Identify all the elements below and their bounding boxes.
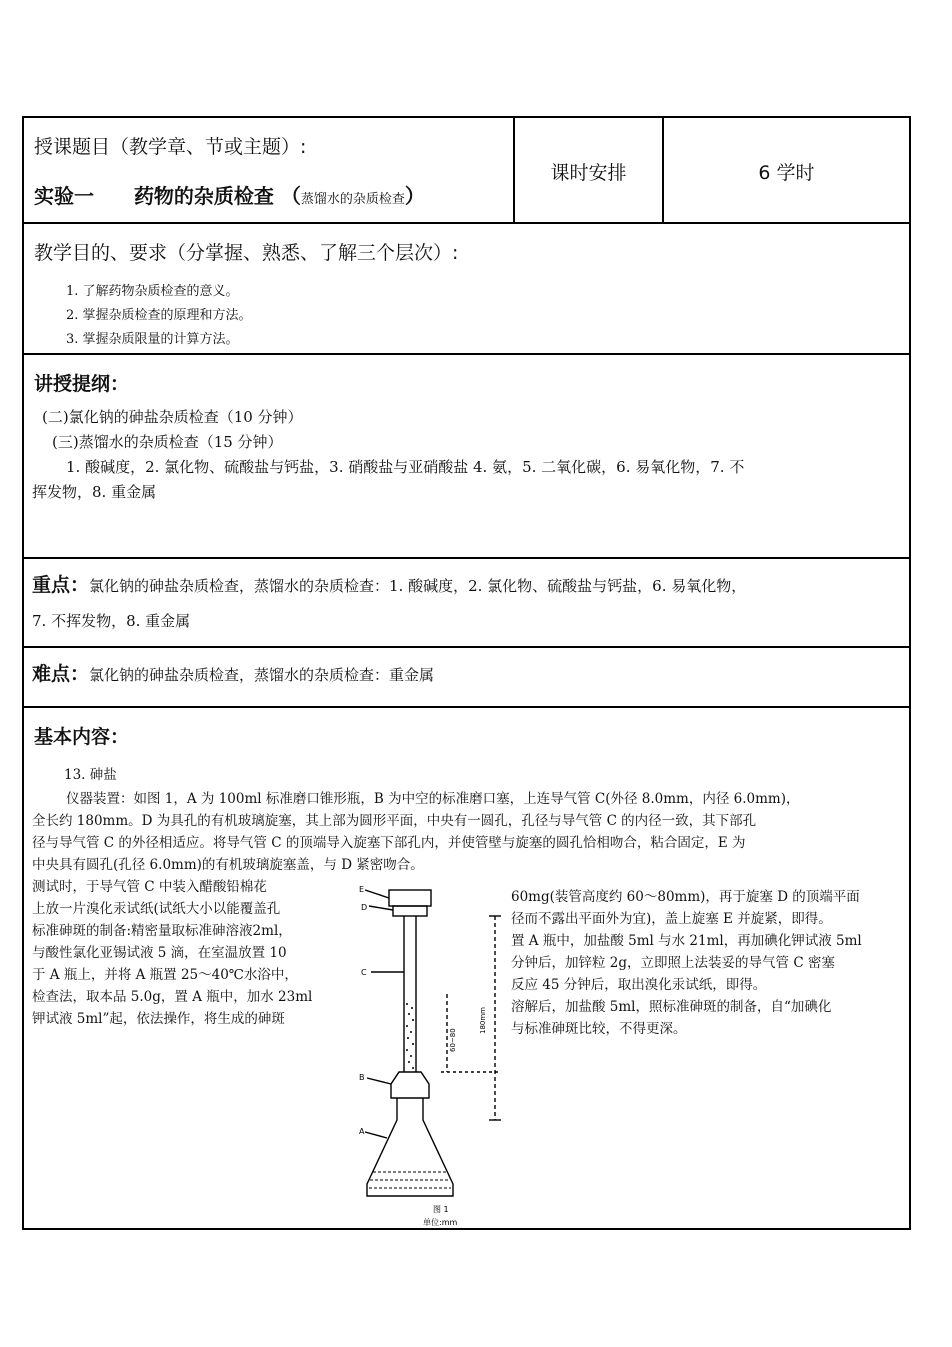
difficulty-text: 氯化钠的砷盐杂质检查，蒸馏水的杂质检查：重金属 bbox=[89, 666, 435, 684]
outline-line: (二)氯化钠的砷盐杂质检查（10 分钟） bbox=[42, 408, 303, 426]
difficulty-title: 难点： bbox=[32, 663, 90, 685]
device-description bbox=[32, 788, 907, 876]
text-line: 测试时，于导气管 C 中装入醋酸铅棉花 bbox=[32, 879, 267, 895]
device-line: 全长约 180mm。D 为具孔的有机玻璃旋塞，其上部为圆形平面，中央有一圆孔，孔径与导气管 C 的内径一致，其下部孔 bbox=[32, 813, 757, 829]
label-e: E bbox=[359, 885, 365, 894]
text-line: 标准砷斑的制备:精密量取标准砷溶液2ml， bbox=[32, 923, 292, 939]
outline-section bbox=[22, 353, 911, 559]
label-d: D bbox=[361, 903, 368, 912]
label-a: A bbox=[359, 1127, 365, 1136]
cap-e bbox=[389, 890, 431, 906]
schedule-label: 课时安排 bbox=[550, 162, 627, 184]
list-item: 1. 了解药物杂质检查的意义。 bbox=[66, 284, 239, 299]
experiment-sub-open: （ bbox=[280, 184, 301, 208]
hours-value: 6 学时 bbox=[758, 162, 815, 184]
hours-cell bbox=[664, 118, 909, 222]
packing-dots bbox=[406, 1003, 414, 1069]
list-item: 3. 掌握杂质限量的计算方法。 bbox=[66, 332, 239, 347]
experiment-title bbox=[34, 180, 425, 209]
label-b: B bbox=[359, 1073, 365, 1082]
key-points-line bbox=[32, 573, 905, 598]
arsenic-apparatus-figure bbox=[359, 884, 509, 1228]
key-points-text: 氯化钠的砷盐杂质检查，蒸馏水的杂质检查：1. 酸碱度，2. 氯化物、硫酸盐与钙盐，6. 易氧化物， bbox=[89, 577, 747, 595]
device-line: 中央具有圆孔(孔径 6.0mm)的有机玻璃旋塞盖，与 D 紧密吻合。 bbox=[32, 857, 424, 873]
key-points-line2: 7. 不挥发物，8. 重金属 bbox=[32, 612, 191, 630]
goals-list bbox=[66, 280, 252, 352]
header-table-row bbox=[22, 116, 911, 224]
outline-line: 挥发物，8. 重金属 bbox=[32, 483, 157, 501]
text-line: 与酸性氯化亚锡试液 5 滴，在室温放置 10 bbox=[32, 945, 287, 961]
text-line: 与标准砷斑比较，不得更深。 bbox=[511, 1021, 687, 1037]
device-line: 仪器装置：如图 1，A 为 100ml 标准磨口锥形瓶，B 为中空的标准磨口塞，上连导气管 C(外径 8.0mm，内径 6.0mm)， bbox=[66, 791, 800, 807]
schedule-label-cell bbox=[515, 118, 664, 222]
text-line: 上放一片溴化汞试纸(试纸大小以能覆盖孔 bbox=[32, 901, 281, 917]
topic-label: 授课题目（教学章、节或主题）: bbox=[34, 136, 307, 158]
difficulty-line bbox=[32, 662, 901, 687]
experiment-number: 实验一 bbox=[34, 184, 94, 208]
experiment-sub-close: ） bbox=[404, 184, 425, 208]
basic-title: 基本内容： bbox=[34, 726, 130, 748]
text-line: 置 A 瓶中，加盐酸 5ml 与水 21ml，再加碘化钾试液 5ml bbox=[511, 933, 862, 949]
stopper-d bbox=[393, 906, 427, 916]
dim-label-180: 180mm bbox=[479, 1007, 487, 1034]
dim-label-60-80: 60~80 bbox=[449, 1028, 457, 1052]
text-line: 钾试液 5ml”起，依法操作，将生成的砷斑 bbox=[32, 1011, 285, 1027]
flask-a bbox=[367, 1098, 453, 1196]
text-line: 径而不露出平面外为宜)，盖上旋塞 E 并旋紧，即得。 bbox=[511, 911, 832, 927]
text-line: 60mg(装管高度约 60～80mm)，再于旋塞 D 的顶端平面 bbox=[511, 889, 860, 905]
outline-title: 讲授提纲： bbox=[34, 373, 130, 395]
experiment-name: 药物的杂质检查 bbox=[133, 184, 274, 208]
text-line: 溶解后，加盐酸 5ml，照标准砷斑的制备，自“加碘化 bbox=[511, 999, 832, 1015]
text-line: 检查法，取本品 5.0g，置 A 瓶中，加水 23ml bbox=[32, 989, 313, 1005]
text-line: 分钟后，加锌粒 2g，立即照上法装妥的导气管 C 密塞 bbox=[511, 955, 835, 971]
figure-unit: 单位:mm bbox=[423, 1218, 458, 1227]
text-line: 反应 45 分钟后，取出溴化汞试纸，即得。 bbox=[511, 977, 767, 993]
flask-liquid bbox=[369, 1172, 451, 1188]
leader-a bbox=[365, 1132, 387, 1138]
outline-line: 1. 酸碱度，2. 氯化物、硫酸盐与钙盐，3. 硝酸盐与亚硝酸盐 4. 氨，5. 二氧化碳，6. 易氧化物，7. 不 bbox=[66, 458, 745, 476]
text-line: 于 A 瓶上，并将 A 瓶置 25～40℃水浴中， bbox=[32, 967, 298, 983]
difficulty-section bbox=[22, 646, 911, 708]
outline-line: (三)蒸馏水的杂质检查（15 分钟） bbox=[52, 433, 283, 451]
goals-title: 教学目的、要求（分掌握、熟悉、了解三个层次）: bbox=[34, 242, 459, 264]
stopper-b bbox=[391, 1072, 429, 1098]
device-line: 径与导气管 C 的外径相适应。将导气管 C 的顶端导入旋塞下部孔内，并使管壁与旋塞的圆孔恰相吻合，粘合固定，E 为 bbox=[32, 835, 746, 851]
key-points-section bbox=[22, 557, 911, 648]
right-column-text bbox=[511, 886, 862, 1040]
leader-b bbox=[367, 1078, 391, 1084]
leader-e bbox=[365, 890, 389, 898]
figure-caption: 图 1 bbox=[433, 1205, 449, 1214]
list-item: 2. 掌握杂质检查的原理和方法。 bbox=[66, 308, 252, 323]
topic-cell bbox=[24, 118, 515, 222]
basic-content-section bbox=[22, 706, 911, 1230]
goals-section bbox=[22, 222, 911, 355]
key-points-title: 重点： bbox=[32, 574, 90, 596]
basic-item: 13. 砷盐 bbox=[64, 767, 117, 783]
left-column-text bbox=[32, 876, 312, 1030]
label-c: C bbox=[361, 968, 367, 977]
experiment-subtitle: 蒸馏水的杂质检查 bbox=[300, 192, 405, 207]
